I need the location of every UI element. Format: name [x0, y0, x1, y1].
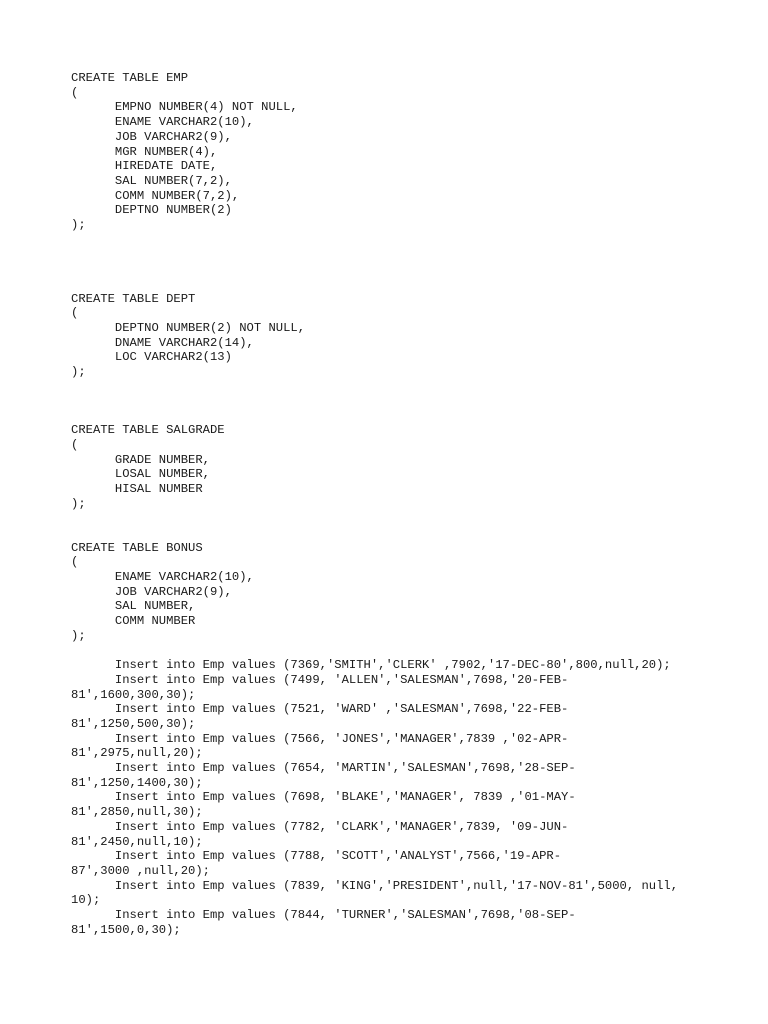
insert-line-8: Insert into Emp values (7654, 'MARTIN','SALESMAN',7698,'28-SEP-: [71, 761, 576, 775]
insert-line-11: 81',2850,null,30);: [71, 805, 203, 819]
insert-line-3: 81',1600,300,30);: [71, 688, 196, 702]
bonus-line-4: JOB VARCHAR2(9),: [71, 585, 232, 599]
insert-line-2: Insert into Emp values (7499, 'ALLEN','SALESMAN',7698,'20-FEB-: [71, 673, 569, 687]
salgrade-line-4: LOSAL NUMBER,: [71, 467, 210, 481]
insert-line-16: Insert into Emp values (7839, 'KING','PRESIDENT',null,'17-NOV-81',5000, null,: [71, 879, 679, 893]
salgrade-line-5: HISAL NUMBER: [71, 482, 203, 496]
bonus-line-5: SAL NUMBER,: [71, 599, 196, 613]
emp-line-7: HIREDATE DATE,: [71, 159, 218, 173]
emp-line-2: (: [71, 86, 79, 100]
insert-line-19: 81',1500,0,30);: [71, 923, 181, 937]
emp-line-4: ENAME VARCHAR2(10),: [71, 115, 254, 129]
insert-line-12: Insert into Emp values (7782, 'CLARK','MANAGER',7839, '09-JUN-: [71, 820, 569, 834]
bonus-line-3: ENAME VARCHAR2(10),: [71, 570, 254, 584]
dept-line-2: (: [71, 306, 79, 320]
insert-line-5: 81',1250,500,30);: [71, 717, 196, 731]
emp-line-5: JOB VARCHAR2(9),: [71, 130, 232, 144]
dept-line-4: DNAME VARCHAR2(14),: [71, 336, 254, 350]
insert-line-1: Insert into Emp values (7369,'SMITH','CLERK' ,7902,'17-DEC-80',800,null,20);: [71, 658, 671, 672]
emp-line-10: DEPTNO NUMBER(2): [71, 203, 232, 217]
insert-line-10: Insert into Emp values (7698, 'BLAKE','MANAGER', 7839 ,'01-MAY-: [71, 790, 576, 804]
insert-line-15: 87',3000 ,null,20);: [71, 864, 210, 878]
insert-line-14: Insert into Emp values (7788, 'SCOTT','ANALYST',7566,'19-APR-: [71, 849, 562, 863]
insert-line-13: 81',2450,null,10);: [71, 835, 203, 849]
insert-line-9: 81',1250,1400,30);: [71, 776, 203, 790]
insert-line-18: Insert into Emp values (7844, 'TURNER','SALESMAN',7698,'08-SEP-: [71, 908, 576, 922]
salgrade-line-6: );: [71, 497, 86, 511]
insert-line-17: 10);: [71, 893, 101, 907]
emp-line-8: SAL NUMBER(7,2),: [71, 174, 232, 188]
bonus-line-6: COMM NUMBER: [71, 614, 196, 628]
emp-line-3: EMPNO NUMBER(4) NOT NULL,: [71, 100, 298, 114]
dept-line-1: CREATE TABLE DEPT: [71, 292, 196, 306]
dept-line-6: );: [71, 365, 86, 379]
insert-line-4: Insert into Emp values (7521, 'WARD' ,'SALESMAN',7698,'22-FEB-: [71, 702, 569, 716]
dept-line-3: DEPTNO NUMBER(2) NOT NULL,: [71, 321, 306, 335]
emp-line-9: COMM NUMBER(7,2),: [71, 189, 240, 203]
bonus-line-1: CREATE TABLE BONUS: [71, 541, 203, 555]
insert-line-6: Insert into Emp values (7566, 'JONES','MANAGER',7839 ,'02-APR-: [71, 732, 569, 746]
insert-line-7: 81',2975,null,20);: [71, 746, 203, 760]
emp-line-11: );: [71, 218, 86, 232]
emp-line-1: CREATE TABLE EMP: [71, 71, 189, 85]
bonus-line-7: );: [71, 629, 86, 643]
dept-line-5: LOC VARCHAR2(13): [71, 350, 232, 364]
salgrade-line-1: CREATE TABLE SALGRADE: [71, 423, 225, 437]
salgrade-line-3: GRADE NUMBER,: [71, 453, 210, 467]
bonus-line-2: (: [71, 555, 79, 569]
emp-line-6: MGR NUMBER(4),: [71, 145, 218, 159]
salgrade-line-2: (: [71, 438, 79, 452]
